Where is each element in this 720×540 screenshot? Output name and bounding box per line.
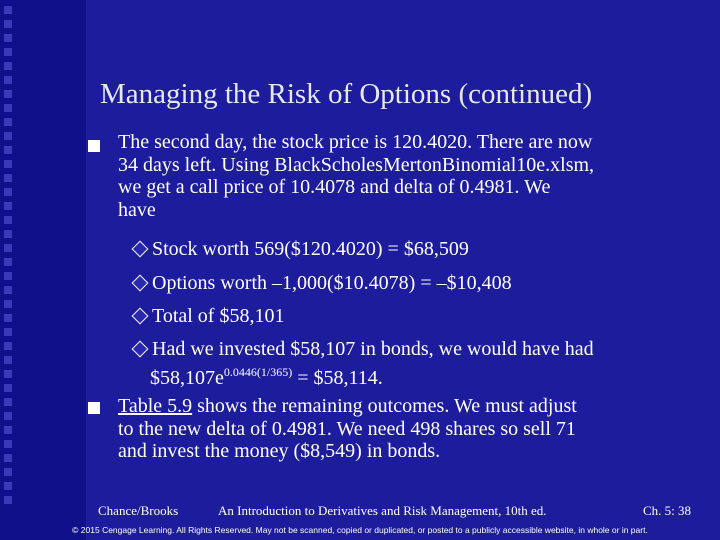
sub-item-bonds-continuation	[150, 361, 383, 390]
square-icon	[4, 188, 12, 196]
bullet-2-line-1-rest: shows the remaining outcomes. We must adjust	[192, 395, 577, 417]
bond-value-prefix: $58,107e	[150, 367, 224, 389]
square-icon	[4, 454, 12, 462]
square-icon	[4, 398, 12, 406]
square-icon	[4, 356, 12, 364]
diamond-bullet-icon	[132, 241, 149, 258]
square-icon	[4, 300, 12, 308]
sub-item-stock	[134, 238, 469, 261]
bond-exponent: 0.0446(1/365)	[223, 365, 293, 379]
square-icon	[4, 174, 12, 182]
sub-item-label: Stock worth 569($120.4020) = $68,509	[152, 238, 469, 260]
square-icon	[4, 118, 12, 126]
square-icon	[4, 104, 12, 112]
square-icon	[4, 328, 12, 336]
sub-item-label: Options worth –1,000($10.4078) = –$10,408	[152, 272, 512, 294]
sub-item-bonds	[134, 338, 594, 361]
square-icon	[4, 48, 12, 56]
footer-book-title: An Introduction to Derivatives and Risk Management, 10th ed.	[218, 503, 547, 518]
footer-authors: Chance/Brooks	[98, 503, 179, 518]
square-icon	[4, 90, 12, 98]
square-icon	[4, 62, 12, 70]
square-icon	[4, 230, 12, 238]
square-icon	[4, 132, 12, 140]
sub-item-label: Total of $58,101	[152, 305, 285, 327]
bullet-square-icon	[88, 140, 100, 152]
square-icon	[4, 146, 12, 154]
square-icon	[4, 34, 12, 42]
square-icon	[4, 160, 12, 168]
bullet-1-line-3: we get a call price of 10.4078 and delta of 0.4981. We	[118, 176, 551, 198]
square-icon	[4, 272, 12, 280]
square-icon	[4, 440, 12, 448]
diamond-bullet-icon	[132, 341, 149, 358]
square-icon	[4, 6, 12, 14]
copyright-notice: © 2015 Cengage Learning. All Rights Reserved. May not be scanned, copied or duplicated, or posted to a publicly accessible website, in whole or in part.	[72, 525, 648, 535]
square-icon	[4, 384, 12, 392]
bullet-1-line-4: have	[118, 198, 156, 221]
table-5-9-link[interactable]: Table 5.9	[118, 395, 193, 417]
square-icon	[4, 482, 12, 490]
sub-item-total	[134, 305, 284, 328]
square-icon	[4, 412, 12, 420]
bullet-2-text	[118, 395, 708, 463]
square-icon	[4, 370, 12, 378]
bullet-square-icon	[88, 402, 100, 414]
bullet-2-line-3: and invest the money ($8,549) in bonds.	[118, 440, 441, 462]
bond-value-suffix: = $58,114.	[292, 367, 383, 389]
square-icon	[4, 468, 12, 476]
diamond-bullet-icon	[132, 275, 149, 292]
sub-item-options	[134, 272, 512, 295]
bullet-2-line-1	[118, 395, 708, 418]
square-icon	[4, 342, 12, 350]
bullet-1-line-1: The second day, the stock price is 120.4020. There are now	[118, 131, 593, 153]
slide-title: Managing the Risk of Options (continued)	[100, 78, 593, 110]
square-icon	[4, 258, 12, 266]
square-icon	[4, 244, 12, 252]
decorative-squares	[4, 6, 24, 510]
square-icon	[4, 286, 12, 294]
diamond-bullet-icon	[132, 308, 149, 325]
square-icon	[4, 202, 12, 210]
square-icon	[4, 20, 12, 28]
square-icon	[4, 76, 12, 84]
footer-page-number: Ch. 5: 38	[643, 503, 692, 518]
sub-item-label: Had we invested $58,107 in bonds, we would have had	[152, 338, 594, 360]
left-decorative-band	[0, 0, 86, 540]
square-icon	[4, 314, 12, 322]
square-icon	[4, 426, 12, 434]
bullet-2-line-2: to the new delta of 0.4981. We need 498 shares so sell 71	[118, 417, 576, 440]
bullet-1-text	[118, 131, 708, 221]
square-icon	[4, 496, 12, 504]
square-icon	[4, 216, 12, 224]
bullet-1-line-2: 34 days left. Using BlackScholesMertonBinomial10e.xlsm,	[118, 153, 595, 176]
